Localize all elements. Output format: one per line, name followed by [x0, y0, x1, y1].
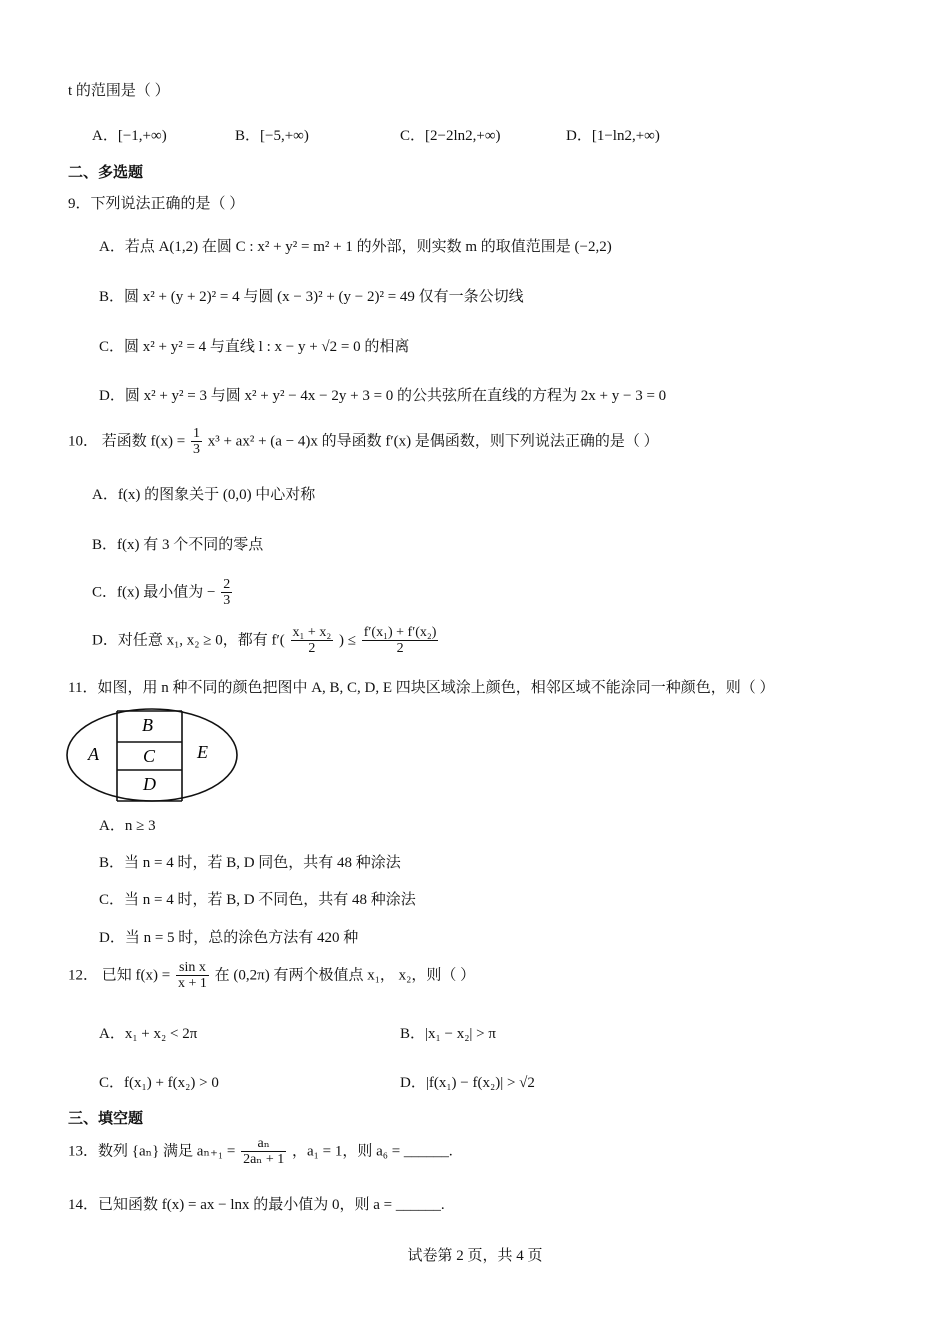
q13-stem	[68, 1136, 453, 1168]
q8-tail-text: t 的范围是（ ）	[68, 83, 170, 99]
q12-option-d: D．|f(x₁) − f(x₂)| > √2	[400, 1075, 535, 1091]
q13-fraction	[241, 1136, 286, 1168]
section-heading-fill-in: 三、填空题	[68, 1110, 144, 1127]
q8-option-b: B．[−5,+∞)	[235, 128, 309, 144]
q11-option-d: D．当 n = 5 时，总的涂色方法有 420 种	[99, 930, 359, 946]
q10-stem-part-a: 若函数 f(x) =	[101, 433, 186, 450]
q11-option-c: C．当 n = 4 时，若 B, D 不同色，共有 48 种涂法	[99, 892, 416, 908]
q9-stem: 9．下列说法正确的是（ ）	[68, 196, 245, 212]
q13-text-post: ，a₁ = 1，则 a₆ = ______.	[291, 1143, 453, 1160]
q12-fraction-numerator: sin x	[176, 960, 209, 976]
q12-stem-part-b: 在 (0,2π) 有两个极值点 x₁， x₂，则（ ）	[214, 967, 476, 984]
q14-stem: 14．已知函数 f(x) = ax − lnx 的最小值为 0，则 a = ______.	[68, 1197, 445, 1213]
q9-option-c: C．圆 x² + y² = 4 与直线 l : x − y + √2 = 0 的相离	[99, 339, 410, 355]
q10-option-c-text: C．f(x) 最小值为 −	[92, 584, 216, 601]
q10-number: 10．	[68, 433, 99, 450]
q10-option-a: A．f(x) 的图象关于 (0,0) 中心对称	[92, 487, 316, 503]
region-label-c: C	[143, 746, 156, 766]
q11-option-a: A．n ≥ 3	[99, 818, 156, 834]
q10-option-c-fraction	[221, 577, 232, 609]
q12-option-c: C．f(x₁) + f(x₂) > 0	[99, 1075, 219, 1091]
q12-stem	[68, 960, 475, 992]
q11-region-diagram	[64, 706, 240, 806]
region-label-e: E	[197, 742, 208, 762]
q9-option-d: D．圆 x² + y² = 3 与圆 x² + y² − 4x − 2y + 3 = 0 的公共弦所在直线的方程为 2x + y − 3 = 0	[99, 388, 667, 404]
q10-option-d-middle: ) ≤	[338, 632, 356, 649]
q12-fraction	[176, 960, 209, 992]
q10-option-c-numerator: 2	[223, 577, 231, 592]
q10-option-c-denominator: 3	[223, 593, 231, 609]
q12-number: 12．	[68, 967, 99, 984]
page-footer: 试卷第 2 页，共 4 页	[407, 1248, 543, 1264]
region-label-d: D	[143, 774, 156, 794]
q11-option-b: B．当 n = 4 时，若 B, D 同色，共有 48 种涂法	[99, 855, 401, 871]
q10-option-d-denominator-1: 2	[308, 641, 316, 657]
q12-option-b: B．|x₁ − x₂| > π	[400, 1026, 496, 1042]
q12-fraction-denominator: x + 1	[177, 976, 207, 992]
q11-stem: 11．如图，用 n 种不同的颜色把图中 A, B, C, D, E 四块区域涂上颜色，相邻区域不能涂同一种颜色，则（ ）	[68, 680, 775, 696]
q12-stem-part-a: 已知 f(x) =	[101, 967, 171, 984]
q10-fraction	[191, 426, 202, 458]
q10-option-d-numerator-2: f′(x₁) + f′(x₂)	[363, 625, 437, 640]
region-label-a: A	[88, 744, 99, 764]
q10-stem-part-b: x³ + ax² + (a − 4)x 的导函数 f′(x) 是偶函数，则下列说法正确的是（ ）	[207, 433, 659, 450]
q10-option-c	[92, 577, 234, 609]
q9-option-a: A．若点 A(1,2) 在圆 C : x² + y² = m² + 1 的外部，则实数 m 的取值范围是 (−2,2)	[99, 239, 612, 255]
q10-option-d-fraction-1	[291, 625, 334, 657]
q10-option-d-text: D．对任意 x₁, x₂ ≥ 0，都有 f′(	[92, 632, 285, 649]
q13-fraction-denominator: 2aₙ + 1	[243, 1152, 285, 1168]
q10-stem	[68, 426, 659, 458]
q13-text-pre: 13．数列 {aₙ} 满足 aₙ₊₁ =	[68, 1143, 236, 1160]
q12-option-a: A．x₁ + x₂ < 2π	[99, 1026, 198, 1042]
q13-fraction-numerator: aₙ	[241, 1136, 286, 1152]
q10-fraction-denominator: 3	[192, 442, 200, 458]
q8-option-c: C．[2−2ln2,+∞)	[400, 128, 501, 144]
section-heading-multi-choice: 二、多选题	[68, 164, 144, 181]
q10-fraction-numerator: 1	[192, 426, 200, 441]
region-label-b: B	[142, 715, 153, 735]
q10-option-d	[92, 625, 440, 657]
q8-option-d: D．[1−ln2,+∞)	[566, 128, 660, 144]
q8-option-a: A．[−1,+∞)	[92, 128, 167, 144]
q10-option-d-fraction-2	[362, 625, 439, 657]
q9-option-b: B．圆 x² + (y + 2)² = 4 与圆 (x − 3)² + (y − 2)² = 49 仅有一条公切线	[99, 289, 524, 305]
q10-option-d-numerator-1: x₁ + x₂	[292, 625, 332, 640]
q10-option-d-denominator-2: 2	[396, 641, 404, 657]
q10-option-b: B．f(x) 有 3 个不同的零点	[92, 537, 264, 553]
